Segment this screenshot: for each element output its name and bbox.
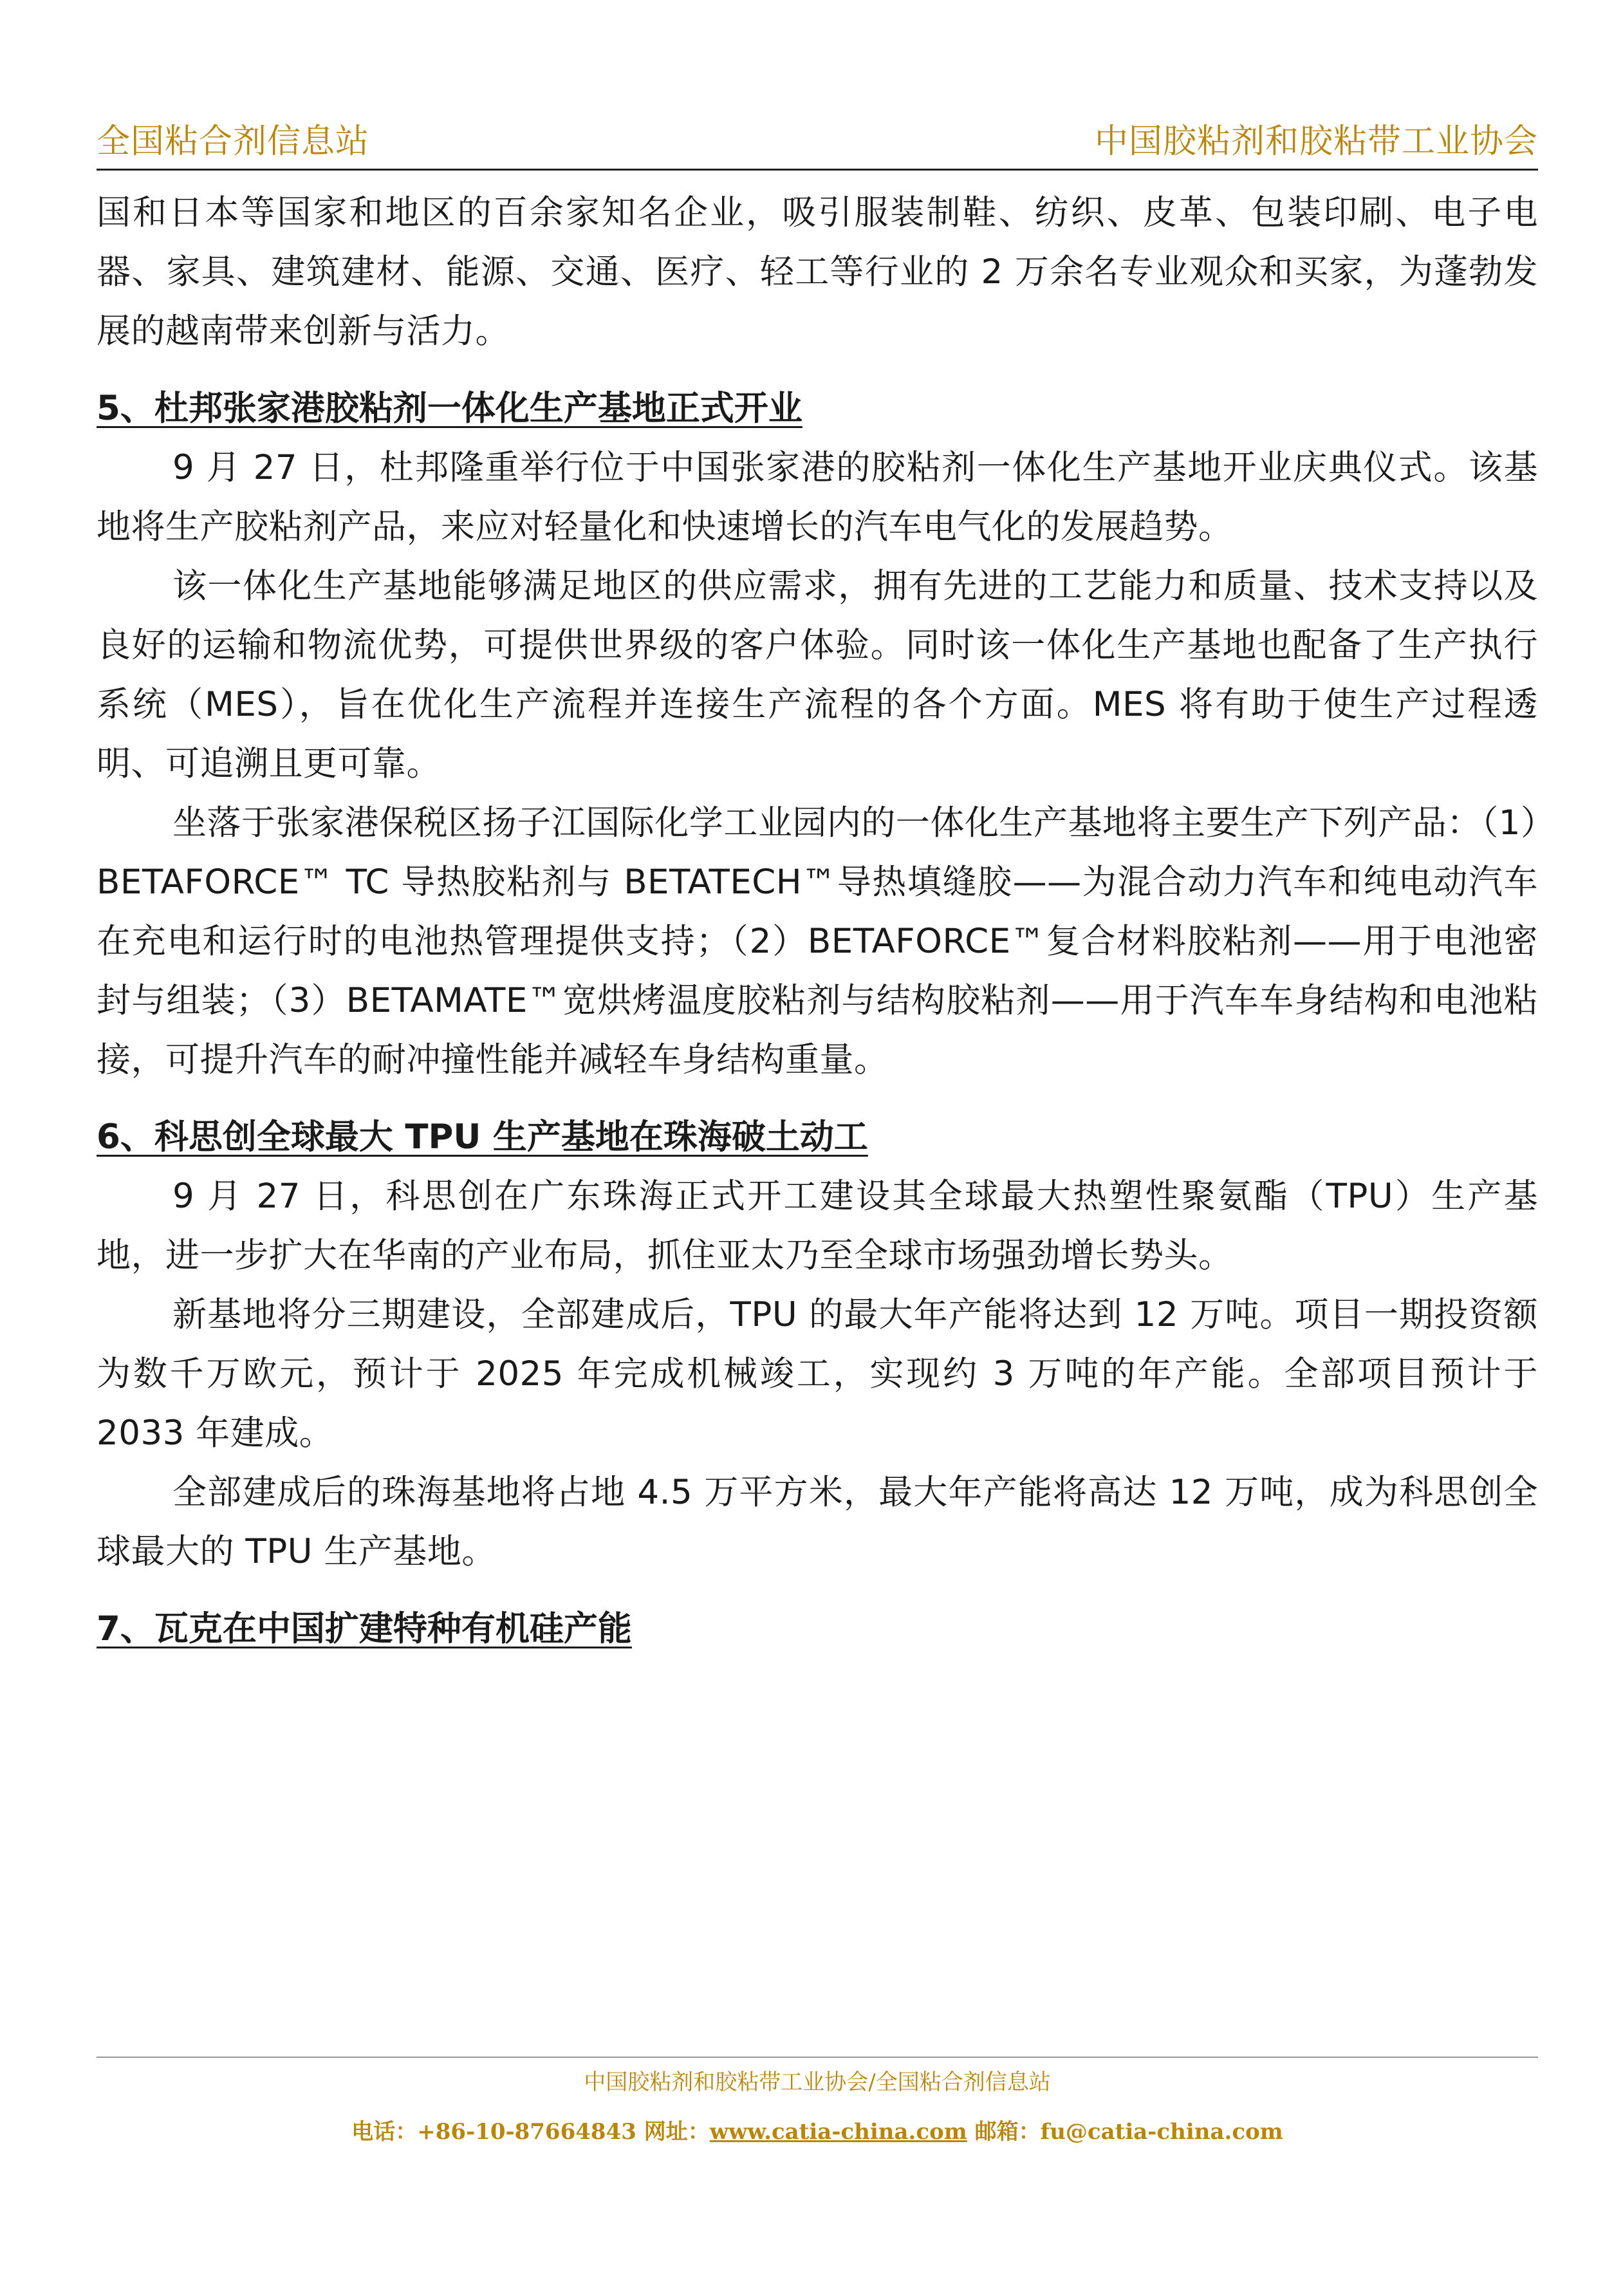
- section-5-paragraph-3: 坐落于张家港保税区扬子江国际化学工业园内的一体化生产基地将主要生产下列产品：（1）BETAFORCE™ TC 导热胶粘剂与 BETATECH™导热填缝胶——为混合动力汽车和纯电动汽车在充电和运行时的电池热管理提供支持；（2）BETAFORCE™复合材料胶粘剂——用于电池密封与组装；（3）BETAMATE™宽烘烤温度胶粘剂与结构胶粘剂——用于汽车车身结构和电池粘接，可提升汽车的耐冲撞性能并减轻车身结构重量。: [97, 803, 1538, 1079]
- section-heading-5: [97, 361, 1538, 438]
- footer-website-label: 网址：: [644, 2119, 710, 2145]
- intro-paragraph: 国和日本等国家和地区的百余家知名企业，吸引服装制鞋、纺织、皮革、包装印刷、电子电器、家具、建筑建材、能源、交通、医疗、轻工等行业的 2 万余名专业观众和买家，为蓬勃发展的越南带来创新与活力。: [97, 193, 1538, 351]
- section-heading-5-text: 5、杜邦张家港胶粘剂一体化生产基地正式开业: [97, 389, 802, 428]
- section-heading-7: [97, 1582, 1538, 1659]
- footer-organization: 中国胶粘剂和胶粘带工业协会/全国粘合剂信息站: [584, 2069, 1051, 2095]
- header-divider: [97, 169, 1538, 171]
- header-left-title: 全国粘合剂信息站: [97, 122, 370, 161]
- section-6-paragraph-2: 新基地将分三期建设，全部建成后，TPU 的最大年产能将达到 12 万吨。项目一期投资额为数千万欧元，预计于 2025 年完成机械竣工，实现约 3 万吨的年产能。全部项目预计于 2033 年建成。: [97, 1295, 1538, 1453]
- section-6-paragraph-3: 全部建成后的珠海基地将占地 4.5 万平方米，最大年产能将高达 12 万吨，成为科思创全球最大的 TPU 生产基地。: [97, 1473, 1538, 1571]
- footer-email: fu@catia-china.com: [1040, 2119, 1283, 2145]
- section-heading-6-text: 6、科思创全球最大 TPU 生产基地在珠海破土动工: [97, 1117, 868, 1157]
- article-body: [97, 183, 1538, 1659]
- section-heading-6: [97, 1090, 1538, 1167]
- section-6-paragraph-1: 9 月 27 日，科思创在广东珠海正式开工建设其全球最大热塑性聚氨酯（TPU）生产基地，进一步扩大在华南的产业布局，抓住亚太乃至全球市场强劲增长势头。: [97, 1177, 1538, 1275]
- footer-divider: [97, 2057, 1538, 2058]
- footer-phone: +86-10-87664843: [417, 2119, 636, 2145]
- page-header: [97, 116, 1538, 167]
- section-5-paragraph-2: 该一体化生产基地能够满足地区的供应需求，拥有先进的工艺能力和质量、技术支持以及良好的运输和物流优势，可提供世界级的客户体验。同时该一体化生产基地也配备了生产执行系统（MES），旨在优化生产流程并连接生产流程的各个方面。MES 将有助于使生产过程透明、可追溯且更可靠。: [97, 566, 1538, 783]
- section-5-paragraph-1: 9 月 27 日，杜邦隆重举行位于中国张家港的胶粘剂一体化生产基地开业庆典仪式。该基地将生产胶粘剂产品，来应对轻量化和快速增长的汽车电气化的发展趋势。: [97, 448, 1538, 546]
- footer-website-link[interactable]: www.catia-china.com: [709, 2119, 967, 2145]
- header-right-title: 中国胶粘剂和胶粘带工业协会: [1094, 122, 1538, 161]
- section-heading-7-text: 7、瓦克在中国扩建特种有机硅产能: [97, 1609, 632, 1648]
- footer-email-label: 邮箱：: [974, 2119, 1041, 2145]
- footer-contact: [97, 2114, 1538, 2149]
- footer-phone-label: 电话：: [351, 2119, 418, 2145]
